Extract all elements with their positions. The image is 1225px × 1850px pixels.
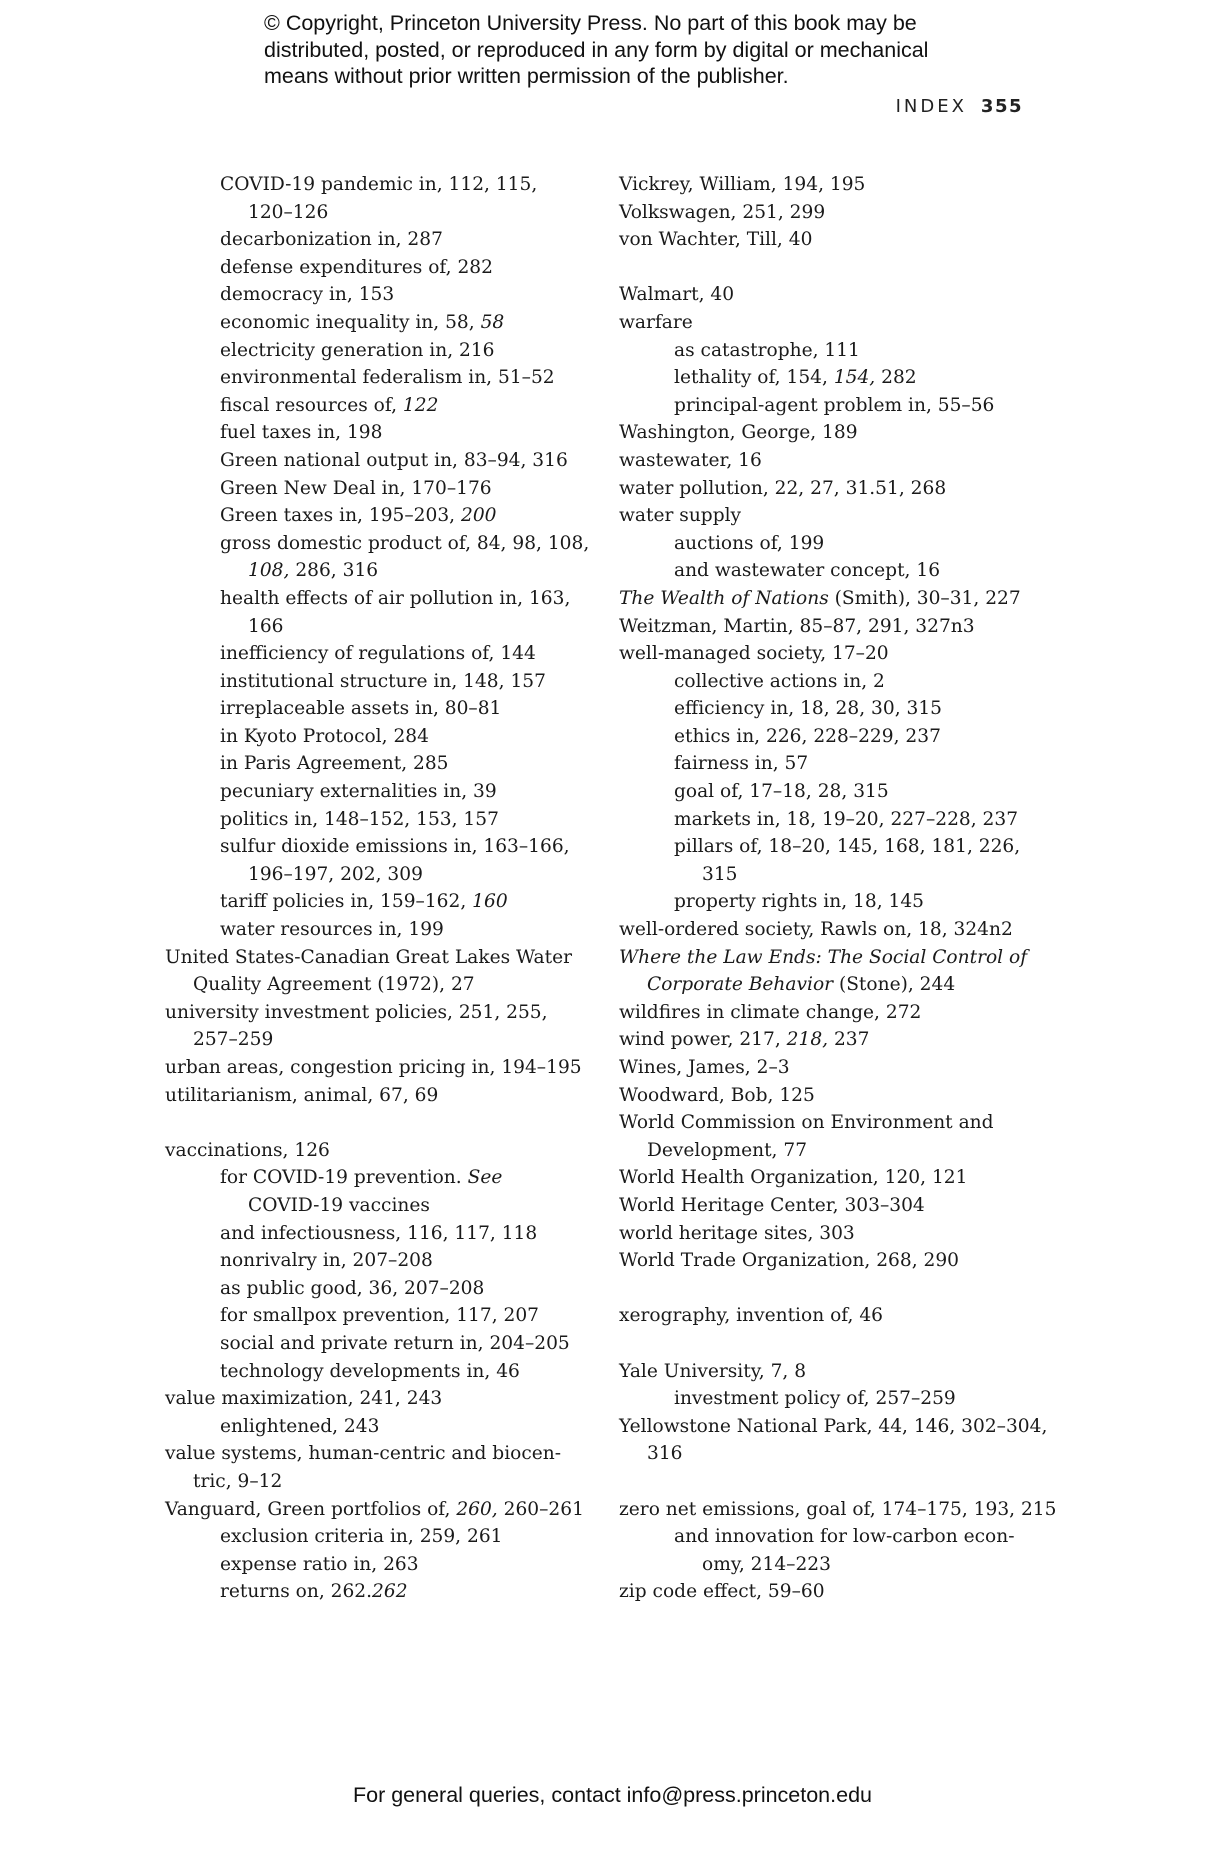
index-text: vaccinations, 126 — [165, 1139, 330, 1161]
index-text: gross domestic product of, 84, 98, 108, — [220, 532, 590, 554]
index-text: enlightened, 243 — [220, 1415, 380, 1437]
index-subentry — [619, 888, 1049, 916]
index-entry — [619, 1026, 1049, 1054]
index-subentry — [619, 833, 1049, 888]
index-text: inefficiency of regulations of, 144 — [220, 643, 536, 665]
index-text: 315 — [702, 863, 738, 885]
index-entry — [619, 309, 1049, 337]
index-text: utilitarianism, animal, 67, 69 — [165, 1084, 439, 1106]
index-subentry — [619, 557, 1049, 585]
index-text: auctions of, 199 — [674, 532, 825, 554]
index-entry — [619, 1054, 1049, 1082]
index-subentry — [165, 888, 585, 916]
index-subentry — [619, 530, 1049, 558]
index-text: zip code effect, 59–60 — [619, 1581, 825, 1603]
letter-group-gap — [165, 1109, 585, 1137]
letter-group-gap — [619, 254, 1049, 282]
index-text: 260–261 — [497, 1498, 584, 1520]
index-subentry — [165, 530, 590, 585]
index-subentry — [165, 1358, 585, 1386]
index-subentry — [165, 640, 585, 668]
index-subentry — [165, 281, 585, 309]
index-text: in Paris Agreement, 285 — [220, 753, 449, 775]
index-text: for COVID-19 prevention. — [220, 1167, 468, 1189]
index-entry — [619, 1220, 1049, 1248]
index-entry — [165, 1054, 585, 1082]
index-entry — [165, 1496, 585, 1524]
index-entry — [619, 1578, 1049, 1606]
letter-group-gap — [619, 1275, 1049, 1303]
index-text: as catastrophe, 111 — [674, 339, 860, 361]
index-entry — [619, 1164, 1049, 1192]
index-entry — [619, 226, 1049, 254]
index-text: value systems, human-centric and biocen- — [165, 1443, 562, 1465]
index-text: collective actions in, 2 — [674, 670, 885, 692]
index-text: exclusion criteria in, 259, 261 — [220, 1526, 503, 1548]
index-text: fuel taxes in, 198 — [220, 422, 383, 444]
index-text: United States-Canadian Great Lakes Water — [165, 946, 572, 968]
index-text: pecuniary externalities in, 39 — [220, 781, 497, 803]
index-text: 120–126 — [248, 201, 329, 223]
index-text: health effects of air pollution in, 163, — [220, 587, 571, 609]
index-text: expense ratio in, 263 — [220, 1553, 419, 1575]
index-subentry — [165, 502, 585, 530]
index-text: fiscal resources of, — [220, 394, 403, 416]
index-text: well-ordered society, Rawls on, 18, 324n2 — [619, 919, 1013, 941]
index-text: returns on, 262. — [220, 1581, 373, 1603]
index-text: irreplaceable assets in, 80–81 — [220, 698, 502, 720]
index-entry — [165, 944, 585, 999]
index-text: 166 — [248, 615, 284, 637]
index-entry — [165, 1385, 585, 1413]
index-text: property rights in, 18, 145 — [674, 891, 925, 913]
index-subentry — [165, 475, 585, 503]
index-text: Weitzman, Martin, 85–87, 291, 327n3 — [619, 615, 975, 637]
index-column-right — [619, 171, 1057, 1606]
index-text: in Kyoto Protocol, 284 — [220, 725, 429, 747]
index-text: 196–197, 202, 309 — [248, 863, 423, 885]
index-text: water supply — [619, 505, 742, 527]
index-entry — [619, 585, 1049, 613]
index-text: Volkswagen, 251, 299 — [619, 201, 826, 223]
index-text: 316 — [647, 1443, 683, 1465]
index-text: value maximization, 241, 243 — [165, 1388, 443, 1410]
index-entry — [619, 475, 1049, 503]
index-text: defense expenditures of, 282 — [220, 256, 493, 278]
index-text: Vanguard, Green portfolios of, — [165, 1498, 457, 1520]
index-text: markets in, 18, 19–20, 227–228, 237 — [674, 808, 1019, 830]
index-text: fairness in, 57 — [674, 753, 809, 775]
index-subentry — [165, 695, 585, 723]
index-text: 262 — [372, 1581, 408, 1603]
index-text: von Wachter, Till, 40 — [619, 229, 813, 251]
index-text: Washington, George, 189 — [619, 422, 858, 444]
index-subentry — [165, 833, 585, 888]
index-text: 122 — [402, 394, 439, 416]
index-entry — [619, 999, 1049, 1027]
index-text: The Wealth of Nations — [619, 587, 829, 609]
index-text: university investment policies, 251, 255, — [165, 1001, 548, 1023]
index-text: tric, 9–12 — [193, 1470, 283, 1492]
index-text: COVID-19 vaccines — [248, 1194, 430, 1216]
index-subentry — [165, 1275, 585, 1303]
index-text: Walmart, 40 — [619, 284, 735, 306]
index-text: Quality Agreement (1972), 27 — [193, 974, 475, 996]
index-subentry — [165, 1523, 585, 1551]
index-text: and innovation for low-carbon econ- — [674, 1526, 1015, 1548]
index-text: ethics in, 226, 228–229, 237 — [674, 725, 941, 747]
index-subentry — [165, 171, 585, 226]
index-subentry — [619, 364, 1049, 392]
index-text: Green national output in, 83–94, 316 — [220, 449, 568, 471]
index-subentry — [165, 364, 585, 392]
index-entry — [619, 944, 1049, 999]
index-text: Wines, James, 2–3 — [619, 1057, 790, 1078]
index-text: Where the Law Ends: The Social Control of — [619, 946, 1028, 968]
index-entry — [619, 419, 1049, 447]
index-text: Woodward, Bob, 125 — [619, 1084, 815, 1106]
index-text: goal of, 17–18, 28, 315 — [674, 781, 889, 803]
index-text: Yale University, 7, 8 — [619, 1360, 807, 1382]
index-subentry — [165, 778, 585, 806]
index-entry — [619, 1109, 1049, 1164]
index-text: sulfur dioxide emissions in, 163–166, — [220, 836, 570, 858]
index-text: 260, — [456, 1498, 498, 1520]
index-text: as public good, 36, 207–208 — [220, 1277, 485, 1299]
index-text: wastewater, 16 — [619, 449, 762, 471]
index-text: tariff policies in, 159–162, — [220, 891, 473, 913]
page-number: 355 — [980, 96, 1023, 117]
index-text: 160 — [472, 891, 508, 913]
index-column-left — [165, 171, 590, 1606]
index-subentry — [619, 750, 1049, 778]
copyright-notice — [264, 10, 1024, 90]
index-text: 282 — [875, 367, 917, 389]
index-text: 286, 316 — [289, 560, 379, 582]
index-subentry — [165, 1220, 585, 1248]
footer-contact: For general queries, contact info@press.princeton.edu — [352, 1783, 872, 1807]
index-text: 218, — [786, 1029, 829, 1051]
copyright-line: © Copyright, Princeton University Press. No part of this book may be — [264, 11, 917, 35]
index-subentry — [165, 1413, 585, 1441]
index-text: COVID-19 pandemic in, 112, 115, — [220, 174, 538, 195]
index-text: environmental federalism in, 51–52 — [220, 367, 555, 389]
index-text: omy, 214–223 — [702, 1553, 831, 1575]
index-entry — [619, 1192, 1049, 1220]
index-text: Corporate Behavior — [647, 974, 834, 996]
index-text: wind power, 217, — [619, 1029, 787, 1051]
index-entry — [619, 1247, 1049, 1275]
copyright-line: means without prior written permission of the publisher. — [264, 64, 789, 88]
index-subentry — [165, 419, 585, 447]
index-subentry — [165, 723, 585, 751]
index-subentry — [165, 226, 585, 254]
index-subentry — [165, 337, 585, 365]
index-text: 257–259 — [193, 1029, 274, 1051]
index-entry — [619, 1413, 1049, 1468]
index-text: zero net emissions, goal of, 174–175, 193, 215 — [619, 1498, 1057, 1520]
index-entry — [619, 1358, 1049, 1386]
index-entry — [165, 1082, 585, 1110]
index-text: Yellowstone National Park, 44, 146, 302–304, — [619, 1415, 1048, 1437]
index-entry — [165, 1440, 585, 1495]
index-text: democracy in, 153 — [220, 284, 395, 306]
index-text: and infectiousness, 116, 117, 118 — [220, 1222, 538, 1244]
index-text: and wastewater concept, 16 — [674, 560, 941, 582]
index-subentry — [165, 1247, 585, 1275]
index-text: water pollution, 22, 27, 31.51, 268 — [619, 477, 947, 499]
index-text: nonrivalry in, 207–208 — [220, 1250, 433, 1272]
index-subentry — [165, 585, 585, 640]
index-text: World Health Organization, 120, 121 — [619, 1167, 968, 1189]
index-text: wildfires in climate change, 272 — [619, 1001, 922, 1023]
index-entry — [619, 199, 1049, 227]
index-text: 108, — [248, 560, 290, 582]
index-subentry — [165, 916, 585, 944]
index-entry — [619, 640, 1049, 668]
copyright-line: distributed, posted, or reproduced in any form by digital or mechanical — [264, 37, 929, 62]
index-text: electricity generation in, 216 — [220, 339, 495, 361]
index-entry — [619, 281, 1049, 309]
index-text: (Smith), 30–31, 227 — [828, 587, 1021, 609]
index-text: xerography, invention of, 46 — [619, 1305, 883, 1327]
index-text: urban areas, congestion pricing in, 194–195 — [165, 1057, 582, 1078]
index-text: investment policy of, 257–259 — [674, 1388, 956, 1410]
index-text: 154, — [833, 367, 876, 389]
index-text: World Trade Organization, 268, 290 — [619, 1250, 960, 1272]
index-text: technology developments in, 46 — [220, 1360, 520, 1382]
index-text: institutional structure in, 148, 157 — [220, 670, 546, 692]
index-text: social and private return in, 204–205 — [220, 1332, 570, 1354]
index-subentry — [619, 1523, 1049, 1578]
index-subentry — [165, 1578, 585, 1606]
index-text: 58 — [480, 311, 505, 333]
letter-group-gap — [619, 1330, 1049, 1358]
index-text: 237 — [828, 1029, 870, 1051]
index-text: decarbonization in, 287 — [220, 229, 443, 251]
index-entry — [619, 1496, 1057, 1524]
index-text: for smallpox prevention, 117, 207 — [220, 1305, 540, 1327]
index-text: principal-agent problem in, 55–56 — [674, 394, 995, 416]
index-subentry — [619, 806, 1049, 834]
index-entry — [619, 613, 1049, 641]
index-entry — [619, 171, 1049, 199]
index-text: Vickrey, William, 194, 195 — [619, 174, 866, 195]
index-subentry — [165, 1330, 585, 1358]
index-text: warfare — [619, 311, 693, 333]
index-text: efficiency in, 18, 28, 30, 315 — [674, 698, 943, 720]
index-subentry — [165, 1302, 585, 1330]
index-text: Green New Deal in, 170–176 — [220, 477, 492, 499]
index-subentry — [619, 695, 1049, 723]
running-head-label: INDEX — [895, 96, 967, 117]
index-subentry — [165, 1164, 585, 1219]
index-subentry — [165, 392, 585, 420]
index-subentry — [619, 668, 1049, 696]
index-entry — [619, 916, 1049, 944]
index-entry — [619, 1302, 1049, 1330]
index-subentry — [165, 750, 585, 778]
index-text: lethality of, 154, — [674, 367, 834, 389]
index-text: water resources in, 199 — [220, 919, 444, 941]
running-head — [896, 96, 1023, 117]
index-entry — [165, 999, 585, 1054]
index-subentry — [619, 723, 1049, 751]
index-text: Development, 77 — [647, 1139, 808, 1161]
index-subentry — [165, 309, 585, 337]
index-text: politics in, 148–152, 153, 157 — [220, 808, 499, 830]
index-entry — [619, 447, 1049, 475]
index-subentry — [619, 337, 1049, 365]
index-text: 200 — [460, 505, 497, 527]
index-subentry — [165, 447, 585, 475]
letter-group-gap — [619, 1468, 1049, 1496]
index-text: (Stone), 244 — [833, 974, 956, 996]
index-subentry — [165, 1551, 585, 1579]
index-subentry — [165, 668, 585, 696]
index-entry — [619, 1082, 1049, 1110]
index-subentry — [165, 806, 585, 834]
index-subentry — [619, 392, 1049, 420]
index-text: pillars of, 18–20, 145, 168, 181, 226, — [674, 836, 1021, 858]
index-subentry — [619, 1385, 1049, 1413]
index-text: world heritage sites, 303 — [619, 1222, 855, 1244]
index-text: Green taxes in, 195–203, — [220, 505, 461, 527]
index-entry — [619, 502, 1049, 530]
index-text: See — [467, 1167, 503, 1189]
index-text: World Commission on Environment and — [619, 1112, 994, 1134]
index-subentry — [619, 778, 1049, 806]
index-entry — [165, 1137, 585, 1165]
index-subentry — [165, 254, 585, 282]
index-text: well-managed society, 17–20 — [619, 643, 889, 665]
index-text: economic inequality in, 58, — [220, 311, 481, 333]
index-text: World Heritage Center, 303–304 — [619, 1194, 925, 1216]
